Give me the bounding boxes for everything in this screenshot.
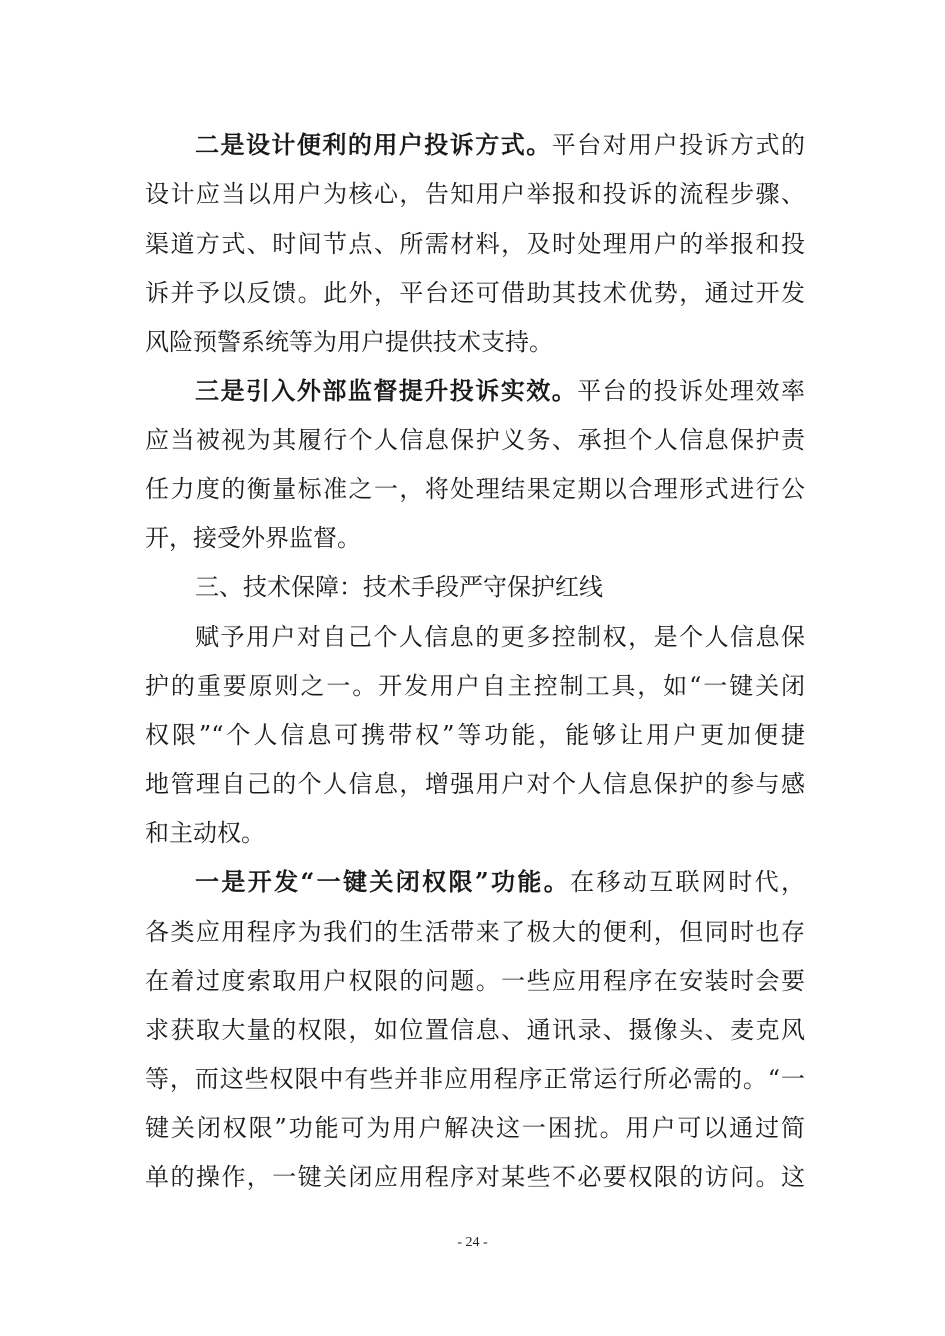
paragraph-4-lead: 一是开发“一键关闭权限”功能。	[195, 867, 571, 896]
paragraph-3-line-1: 赋予用户对自己个人信息的更多控制权，是个人信息保	[195, 623, 805, 651]
paragraph-2-line-4: 开，接受外界监督。	[145, 524, 361, 552]
paragraph-4-text: 在移动互联网时代，	[570, 868, 806, 896]
paragraph-1-line-2: 设计应当以用户为核心，告知用户举报和投诉的流程步骤、	[145, 180, 805, 208]
paragraph-4-line-7: 单的操作，一键关闭应用程序对某些不必要权限的访问。这	[145, 1163, 805, 1191]
paragraph-4-line-6: 键关闭权限”功能可为用户解决这一困扰。用户可以通过简	[145, 1114, 805, 1142]
paragraph-2-line-3: 任力度的衡量标准之一，将处理结果定期以合理形式进行公	[145, 475, 805, 503]
paragraph-4-line-2: 各类应用程序为我们的生活带来了极大的便利，但同时也存	[145, 918, 805, 946]
paragraph-2-lead: 三是引入外部监督提升投诉实效。	[195, 376, 578, 405]
paragraph-2-line-2: 应当被视为其履行个人信息保护义务、承担个人信息保护责	[145, 426, 805, 454]
paragraph-1-text: 平台对用户投诉方式的	[551, 131, 806, 159]
paragraph-4-line-4: 求获取大量的权限，如位置信息、通讯录、摄像头、麦克风	[145, 1016, 805, 1044]
paragraph-1-line-1	[195, 130, 805, 160]
paragraph-3-line-2: 护的重要原则之一。开发用户自主控制工具，如“一键关闭	[145, 672, 805, 700]
section-heading: 三、技术保障：技术手段严守保护红线	[195, 573, 603, 601]
paragraph-4-line-5: 等，而这些权限中有些并非应用程序正常运行所必需的。“一	[145, 1065, 805, 1093]
paragraph-3-line-3: 权限”“个人信息可携带权”等功能，能够让用户更加便捷	[145, 721, 805, 749]
paragraph-4-line-1	[195, 867, 805, 897]
paragraph-1-line-5: 风险预警系统等为用户提供技术支持。	[145, 328, 553, 356]
paragraph-1-line-3: 渠道方式、时间节点、所需材料，及时处理用户的举报和投	[145, 230, 805, 258]
page-number: - 24 -	[457, 1235, 488, 1250]
paragraph-2-line-1	[195, 376, 805, 406]
paragraph-1-lead: 二是设计便利的用户投诉方式。	[195, 130, 552, 159]
paragraph-3-line-4: 地管理自己的个人信息，增强用户对个人信息保护的参与感	[145, 770, 805, 798]
paragraph-3-line-5: 和主动权。	[145, 819, 265, 847]
paragraph-1-line-4: 诉并予以反馈。此外，平台还可借助其技术优势，通过开发	[145, 279, 805, 307]
paragraph-4-line-3: 在着过度索取用户权限的问题。一些应用程序在安装时会要	[145, 967, 805, 995]
paragraph-2-text: 平台的投诉处理效率	[577, 377, 806, 405]
